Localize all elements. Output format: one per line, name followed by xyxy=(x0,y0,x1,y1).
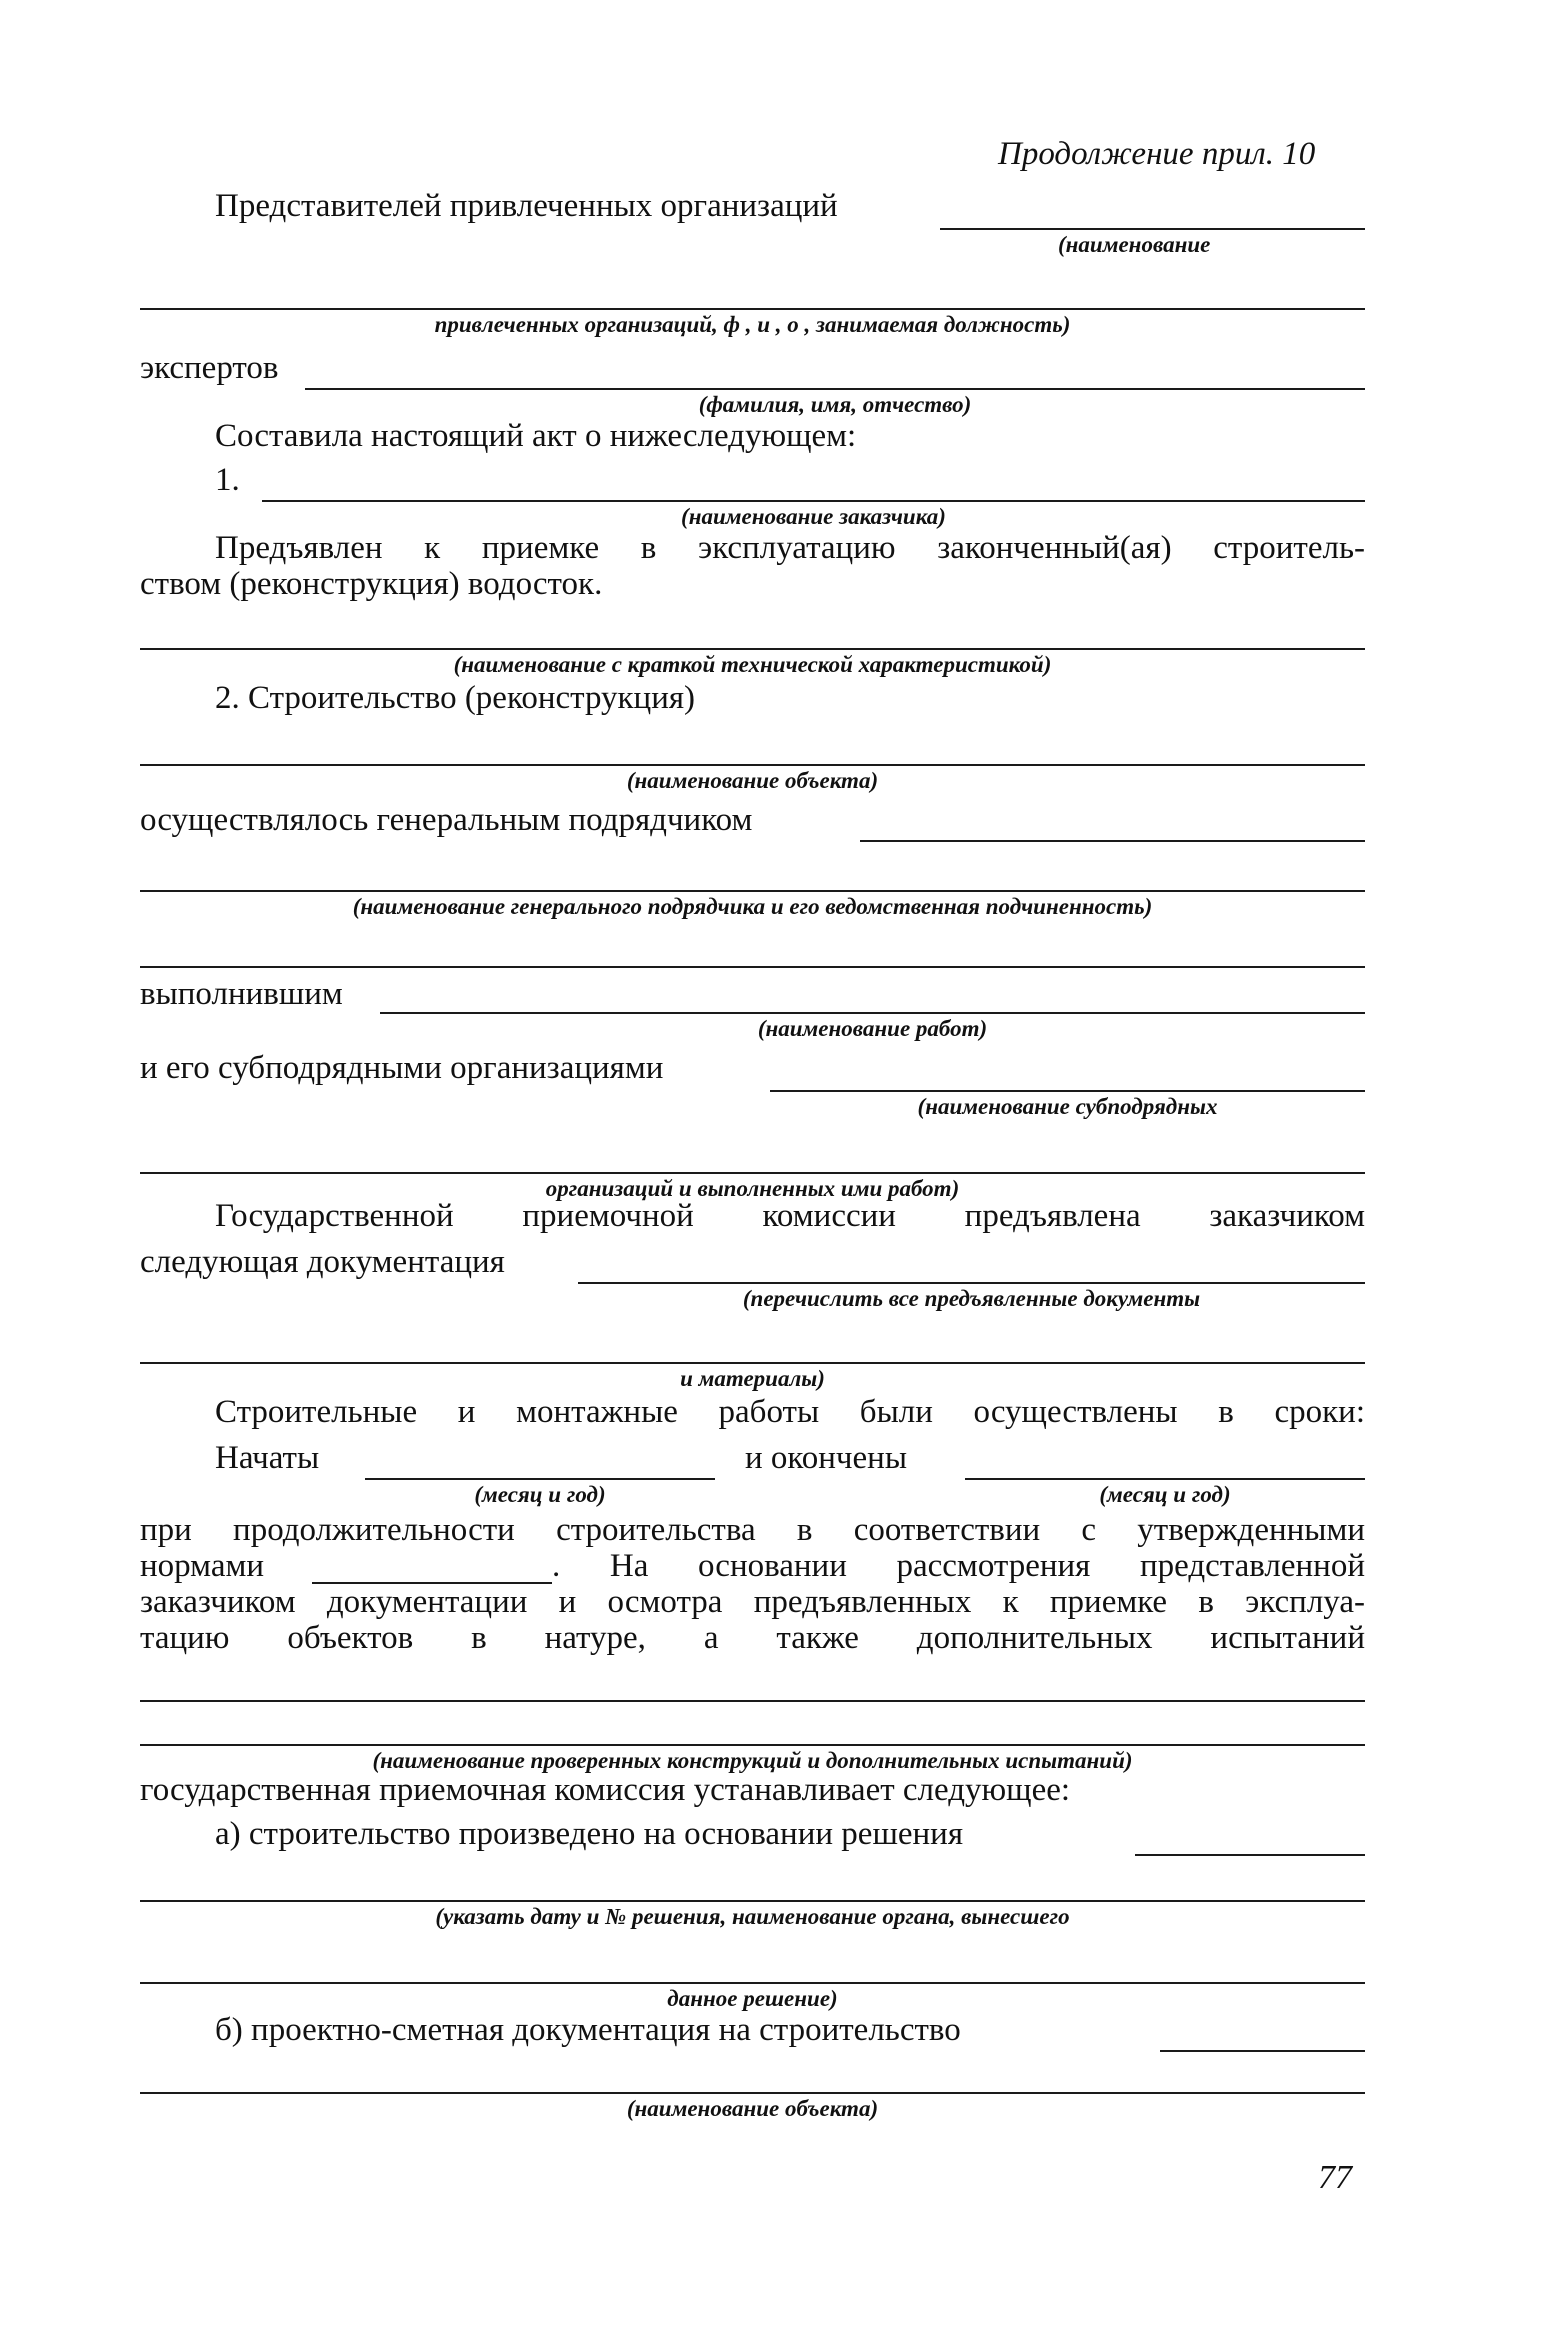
decision-field-line-3 xyxy=(140,1982,1365,1984)
duration-line-4: тацию объектов в натуре, а также дополнительных испытаний xyxy=(140,1620,1365,1656)
design-docs-field-line xyxy=(1160,2050,1365,2052)
duration-line-1: при продолжительности строительства в соответствии с утвержденными xyxy=(140,1512,1365,1548)
item-a-label: а) строительство произведено на основании решения xyxy=(215,1816,963,1852)
finished-label: и окончены xyxy=(745,1440,908,1476)
duration-line-3: заказчиком документации и осмотра предъявленных к приемке в эксплуа- xyxy=(140,1584,1365,1620)
tests-field-line-1 xyxy=(140,1700,1365,1702)
decision-field-line xyxy=(1135,1854,1365,1856)
caption-organizations-persons: привлеченных организаций, ф , и , о , занимаемая должность) xyxy=(434,312,1071,337)
page-number: 77 xyxy=(1318,2159,1352,2196)
experts-field-line xyxy=(305,388,1365,390)
caption-technical-characteristic: (наименование с краткой технической характеристикой) xyxy=(453,652,1052,677)
started-label: Начаты xyxy=(215,1440,320,1476)
following-docs-label: следующая документация xyxy=(140,1244,505,1280)
caption-organization-name: (наименование xyxy=(1058,232,1211,257)
representatives-label: Представителей привлеченных организаций xyxy=(215,188,838,224)
page-header: Продолжение прил. 10 xyxy=(998,136,1316,172)
subcontractors-label: и его субподрядными организациями xyxy=(140,1050,664,1086)
executed-label: выполнившим xyxy=(140,976,343,1012)
caption-subcontractors: (наименование субподрядных xyxy=(917,1094,1218,1119)
caption-works-name: (наименование работ) xyxy=(757,1016,988,1041)
caption-general-contractor: (наименование генерального подрядчика и его ведомственная подчиненность) xyxy=(352,894,1153,919)
general-contractor-field-line xyxy=(860,840,1365,842)
duration-line-2a: нормами xyxy=(140,1548,265,1584)
subcontractors-field-line-2 xyxy=(140,1172,1365,1174)
works-terms-line: Строительные и монтажные работы были осуществлены в сроки: xyxy=(215,1394,1365,1430)
organizations-field-line xyxy=(140,308,1365,310)
general-contractor-label: осуществлялось генеральным подрядчиком xyxy=(140,802,753,838)
caption-materials: и материалы) xyxy=(680,1366,825,1391)
caption-decision-end: данное решение) xyxy=(667,1986,838,2011)
duration-line-2b: . На основании рассмотрения представленной xyxy=(552,1548,1365,1584)
item-2-construction: 2. Строительство (реконструкция) xyxy=(215,680,696,716)
presented-line-1: Предъявлен к приемке в эксплуатацию законченный(ая) строитель- xyxy=(215,530,1365,566)
documents-field-line xyxy=(578,1282,1365,1284)
state-commission-line: Государственной приемочной комиссии предъявлена заказчиком xyxy=(215,1198,1365,1234)
customer-field-line xyxy=(262,500,1365,502)
subcontractors-field-line xyxy=(770,1090,1365,1092)
caption-start-date: (месяц и год) xyxy=(474,1482,606,1507)
object-field-line xyxy=(140,764,1365,766)
caption-end-date: (месяц и год) xyxy=(1099,1482,1231,1507)
materials-field-line xyxy=(140,1362,1365,1364)
experts-label: экспертов xyxy=(140,350,279,386)
caption-decision: (указать дату и № решения, наименование органа, вынесшего xyxy=(435,1904,1070,1929)
caption-customer-name: (наименование заказчика) xyxy=(681,504,946,529)
caption-tests: (наименование проверенных конструкций и дополнительных испытаний) xyxy=(372,1748,1133,1773)
tests-field-line-2 xyxy=(140,1744,1365,1746)
commission-sets-line: государственная приемочная комиссия устанавливает следующее: xyxy=(140,1772,1071,1808)
presented-line-2: ством (реконструкция) водосток. xyxy=(140,566,603,602)
executed-field-line-top xyxy=(140,966,1365,968)
caption-full-name: (фамилия, имя, отчество) xyxy=(698,392,972,417)
works-field-line xyxy=(380,1012,1365,1014)
end-date-field-line xyxy=(965,1478,1365,1480)
compiled-statement: Составила настоящий акт о нижеследующем: xyxy=(215,418,857,454)
start-date-field-line xyxy=(365,1478,715,1480)
caption-design-object: (наименование объекта) xyxy=(626,2096,879,2121)
general-contractor-field-line-2 xyxy=(140,890,1365,892)
technical-characteristic-field-line xyxy=(140,648,1365,650)
representatives-field-line xyxy=(940,228,1365,230)
item-1-number: 1. xyxy=(215,462,240,498)
design-object-field-line xyxy=(140,2092,1365,2094)
decision-field-line-2 xyxy=(140,1900,1365,1902)
caption-subcontractor-works: организаций и выполненных ими работ) xyxy=(545,1176,960,1201)
caption-documents: (перечислить все предъявленные документы xyxy=(742,1286,1201,1311)
item-b-label: б) проектно-сметная документация на строительство xyxy=(215,2012,961,2048)
caption-object-name: (наименование объекта) xyxy=(626,768,879,793)
